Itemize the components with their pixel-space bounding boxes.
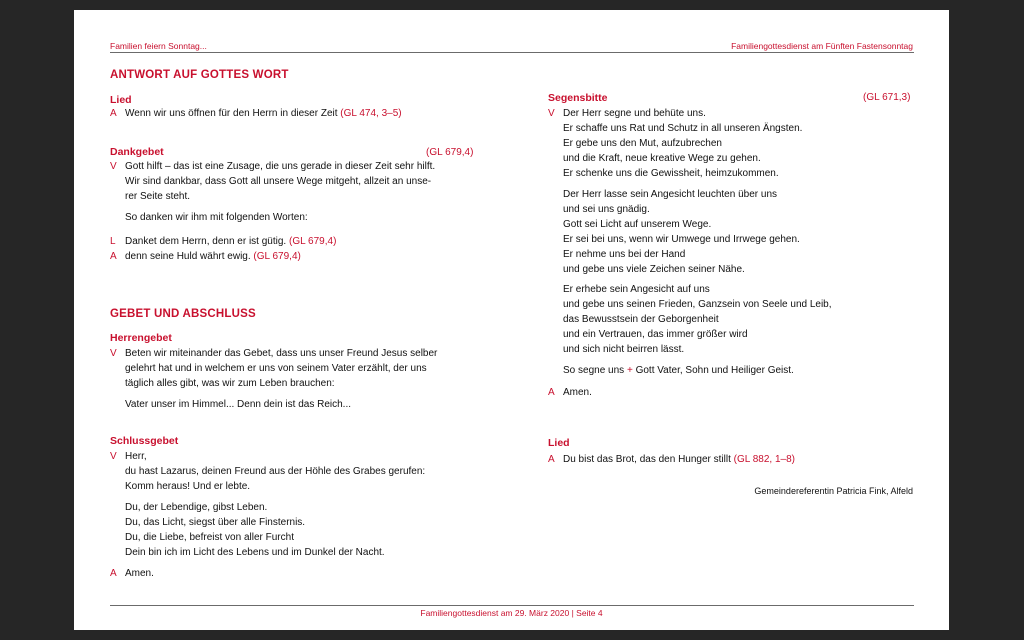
- document-page: [74, 10, 949, 630]
- running-header-left: Familien feiern Sonntag...: [110, 41, 207, 51]
- herrengebet-line-1: Beten wir miteinander das Gebet, dass uns unser Freund Jesus selber: [125, 348, 438, 359]
- schlussgebet-line-4: Du, der Lebendige, gibst Leben.: [125, 502, 268, 513]
- segensbitte-heading: Segensbitte: [548, 92, 608, 104]
- dankgebet-a-ref: (GL 679,4): [253, 251, 301, 262]
- dankgebet-ref: (GL 679,4): [426, 147, 474, 158]
- footer-rule: [110, 605, 914, 606]
- segensbitte-s2-line-2: und sei uns gnädig.: [563, 204, 650, 215]
- segensbitte-ref: (GL 671,3): [863, 92, 911, 103]
- priest-marker-v: V: [110, 451, 117, 462]
- segensbitte-s2-line-3: Gott sei Licht auf unserem Wege.: [563, 219, 712, 230]
- dankgebet-line-1: Gott hilft – das ist eine Zusage, die uns gerade in dieser Zeit sehr hilft.: [125, 161, 436, 172]
- priest-marker-v: V: [110, 161, 117, 172]
- response-marker-a: A: [110, 251, 117, 262]
- priest-marker-v: V: [548, 108, 555, 119]
- dankgebet-l-ref: (GL 679,4): [288, 236, 337, 247]
- response-marker-a: A: [548, 387, 555, 398]
- lector-marker-l: L: [110, 236, 116, 247]
- segensbitte-s2-line-1: Der Herr lasse sein Angesicht leuchten über uns: [563, 189, 778, 200]
- dankgebet-line-3: rer Seite steht.: [125, 191, 191, 202]
- lied1-heading: Lied: [110, 94, 132, 106]
- herrengebet-line-3: täglich alles gibt, was wir zum Leben brauchen:: [125, 378, 335, 389]
- schlussgebet-line-3: Komm heraus! Und er lebte.: [125, 481, 251, 492]
- response-marker-a: A: [548, 454, 555, 465]
- schlussgebet-amen: Amen.: [125, 568, 154, 579]
- priest-marker-v: V: [110, 348, 117, 359]
- segensbitte-s3-line-1: Er erhebe sein Angesicht auf uns: [563, 284, 710, 295]
- dankgebet-a-text: denn seine Huld währt ewig.: [125, 251, 251, 262]
- response-marker-a: A: [110, 108, 117, 119]
- herrengebet-heading: Herrengebet: [110, 332, 172, 344]
- segensbitte-s1-line-4: und die Kraft, neue kreative Wege zu gehen.: [563, 153, 761, 164]
- schlussgebet-heading: Schlussgebet: [110, 435, 179, 447]
- dankgebet-heading: Dankgebet: [110, 146, 164, 158]
- segensbitte-amen: Amen.: [563, 387, 592, 398]
- section-title-antwort: ANTWORT AUF GOTTES WORT: [110, 69, 289, 81]
- segensbitte-s2-line-5: Er nehme uns bei der Hand: [563, 249, 686, 260]
- blessing-pre: So segne uns: [563, 365, 625, 376]
- segensbitte-s2-line-4: Er sei bei uns, wenn wir Umwege und Irrwege gehen.: [563, 234, 800, 245]
- segensbitte-s1-line-1: Der Herr segne und behüte uns.: [563, 108, 706, 119]
- cross-icon: +: [626, 365, 633, 376]
- schlussgebet-line-1: Herr,: [125, 451, 147, 462]
- lied1-line: [125, 106, 402, 121]
- schlussgebet-line-6: Du, die Liebe, befreist von aller Furcht: [125, 532, 294, 543]
- dankgebet-line-2: Wir sind dankbar, dass Gott all unsere Wege mitgeht, allzeit an unse-: [125, 176, 432, 187]
- segensbitte-s1-line-2: Er schaffe uns Rat und Schutz in all unseren Ängsten.: [563, 123, 803, 134]
- dankgebet-l-line: [125, 234, 336, 249]
- header-rule: [110, 52, 914, 53]
- vater-unser-line: Vater unser im Himmel... Denn dein ist das Reich...: [125, 399, 352, 410]
- segensbitte-s3-line-3: das Bewusstsein der Geborgenheit: [563, 314, 719, 325]
- segensbitte-s1-line-3: Er gebe uns den Mut, aufzubrechen: [563, 138, 722, 149]
- lied2-text: Du bist das Brot, das den Hunger stillt: [563, 454, 731, 465]
- segensbitte-s3-line-5: und sich nicht beirren lässt.: [563, 344, 685, 355]
- segensbitte-blessing: [563, 363, 794, 378]
- segensbitte-s3-line-4: und ein Vertrauen, das immer größer wird: [563, 329, 748, 340]
- section-title-gebet: GEBET UND ABSCHLUSS: [110, 308, 256, 320]
- running-header-right: Familiengottesdienst am Fünften Fastensonntag: [731, 41, 913, 51]
- segensbitte-s3-line-2: und gebe uns seinen Frieden, Ganzsein von Seele und Leib,: [563, 299, 832, 310]
- schlussgebet-line-2: du hast Lazarus, deinen Freund aus der Höhle des Grabes gerufen:: [125, 466, 426, 477]
- schlussgebet-line-5: Du, das Licht, siegst über alle Finsternis.: [125, 517, 306, 528]
- segensbitte-s1-line-5: Er schenke uns die Gewissheit, heimzukommen.: [563, 168, 779, 179]
- response-marker-a: A: [110, 568, 117, 579]
- segensbitte-s2-line-6: und gebe uns viele Zeichen seiner Nähe.: [563, 264, 745, 275]
- herrengebet-line-2: gelehrt hat und in welchem er uns von seinem Vater erzählt, der uns: [125, 363, 427, 374]
- dankgebet-so-danken: So danken wir ihm mit folgenden Worten:: [125, 212, 308, 223]
- lied2-heading: Lied: [548, 437, 570, 449]
- schlussgebet-line-7: Dein bin ich im Licht des Lebens und im Dunkel der Nacht.: [125, 547, 385, 558]
- lied2-ref: (GL 882, 1–8): [733, 454, 795, 465]
- author-credit: Gemeindereferentin Patricia Fink, Alfeld: [754, 486, 913, 496]
- dankgebet-l-text: Danket dem Herrn, denn er ist gütig.: [125, 236, 287, 247]
- dankgebet-a-line: [125, 249, 301, 264]
- blessing-post: Gott Vater, Sohn und Heiliger Geist.: [635, 365, 794, 376]
- lied1-ref: (GL 474, 3–5): [340, 108, 402, 119]
- page-footer: Familiengottesdienst am 29. März 2020 | Seite 4: [420, 608, 603, 618]
- lied2-line: [563, 452, 795, 467]
- lied1-text: Wenn wir uns öffnen für den Herrn in dieser Zeit: [125, 108, 338, 119]
